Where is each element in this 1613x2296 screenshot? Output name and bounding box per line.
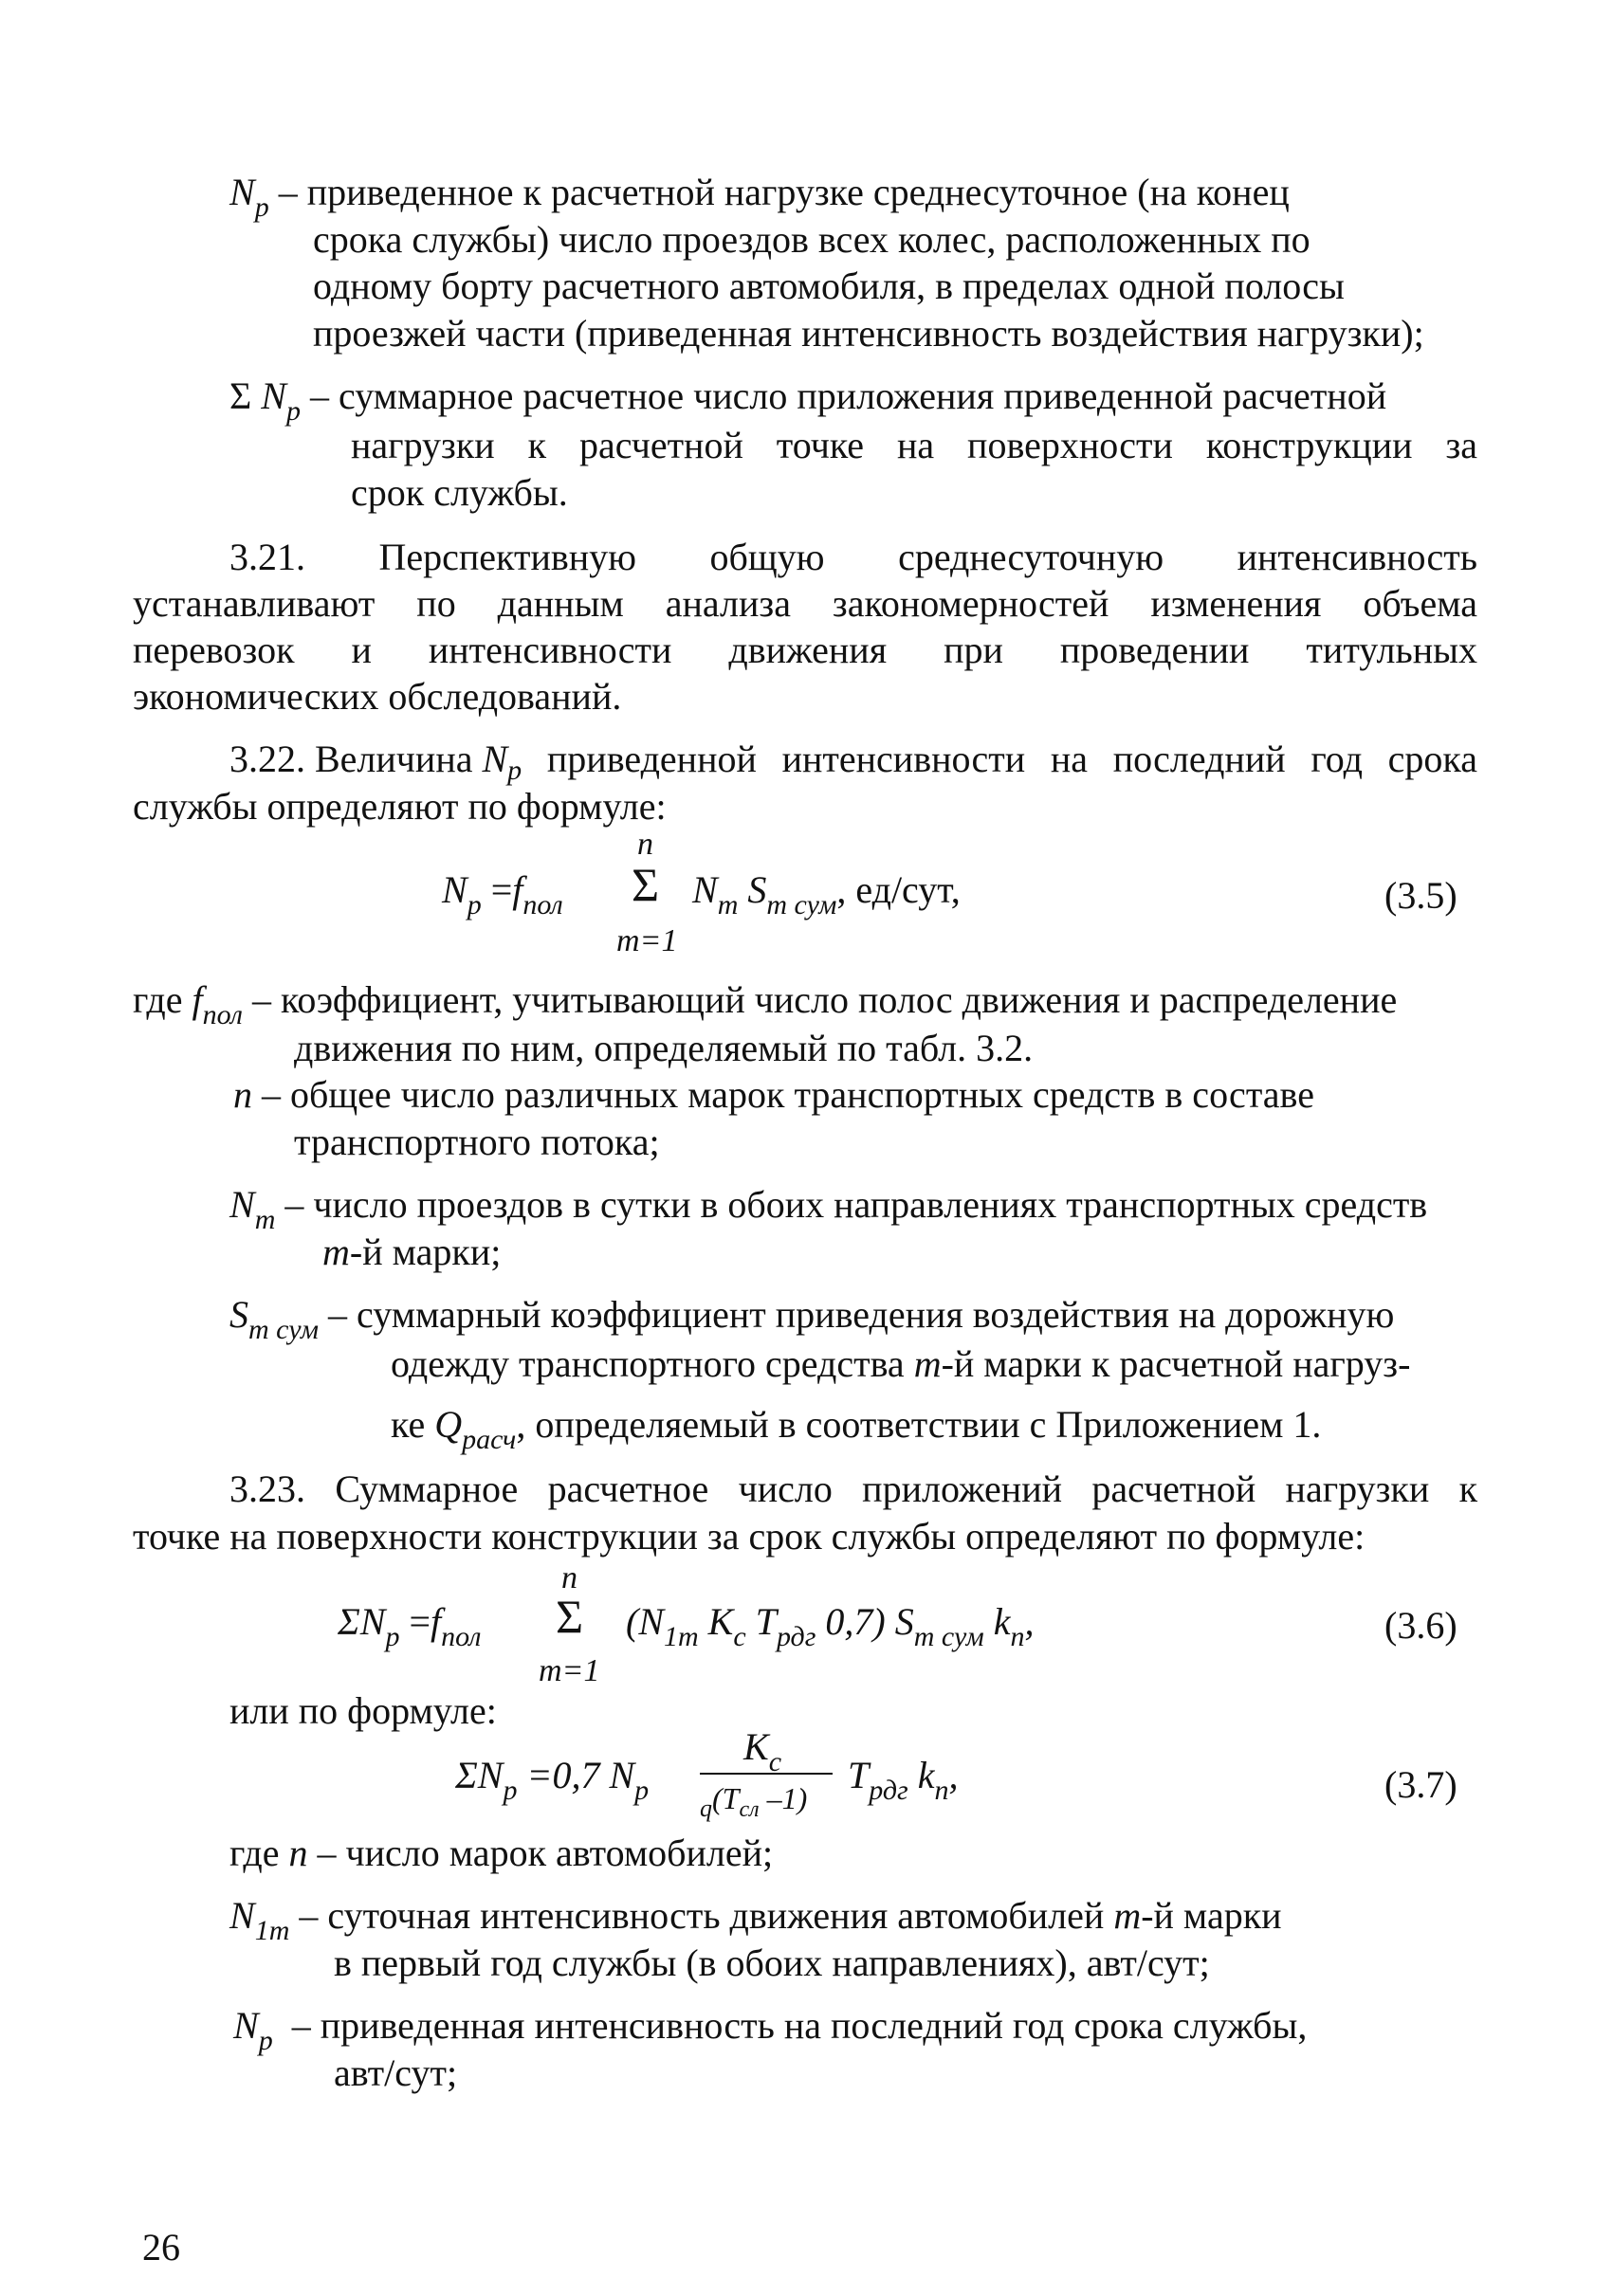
- subscript: m сум: [248, 1314, 319, 1345]
- def-n-line1: [233, 1071, 1314, 1119]
- def-sum-np-line2: нагрузки к расчетной точке на поверхности конструкции за: [351, 424, 1477, 466]
- units: , ед/сут,: [836, 868, 961, 911]
- def-np-line3: одному борту расчетного автомобиля, в пределах одной полосы: [313, 264, 1345, 307]
- subscript: пол: [522, 889, 563, 920]
- def-text: – приведенная интенсивность на последний год срока службы,: [272, 2004, 1308, 2047]
- def-text: -й марки к расчетной нагруз-: [941, 1342, 1411, 1385]
- formula-35-lower: m=1: [616, 923, 678, 958]
- def-smsum-line1: [229, 1291, 1395, 1345]
- text: приведенной интенсивности на последний год срока: [522, 738, 1477, 780]
- np-symbol: N: [233, 2004, 259, 2047]
- def-nm-line1: [229, 1181, 1428, 1235]
- f-symbol: f: [192, 978, 203, 1021]
- def-np-line1: [229, 169, 1290, 223]
- term: (N: [626, 1600, 664, 1643]
- def-text: – приведенное к расчетной нагрузке среднесуточное (на конец: [268, 171, 1290, 213]
- def-fpol-line1: [133, 976, 1397, 1028]
- q-symbol: q: [700, 1795, 712, 1822]
- formula-36-number: (3.6): [1384, 1604, 1457, 1647]
- para-322-line2: службы определяют по формуле:: [133, 785, 667, 828]
- def-sum-np-line3: срок службы.: [351, 471, 568, 514]
- s-symbol: S: [747, 868, 767, 911]
- def-np-line4: проезжей части (приведенная интенсивность воздействия нагрузки);: [313, 312, 1424, 355]
- page-number: 26: [142, 2226, 180, 2269]
- sigma-symbol: Σ: [229, 374, 252, 417]
- para-321-line4: экономических обследований.: [133, 675, 622, 718]
- subscript: c: [733, 1621, 746, 1652]
- term: –1): [759, 1781, 808, 1815]
- def37-n1m-line2: в первый год службы (в обоих направлениях), авт/сут;: [334, 1941, 1210, 1984]
- formula-36-body: [626, 1598, 1035, 1652]
- equals: =: [399, 1600, 431, 1643]
- subscript: p: [507, 755, 522, 786]
- k-symbol: K: [743, 1725, 769, 1768]
- def-text: -й марки: [1141, 1894, 1282, 1937]
- formula-36-upper: n: [561, 1560, 577, 1595]
- m-symbol: m: [1113, 1894, 1142, 1937]
- f-symbol: f: [512, 868, 523, 911]
- q-symbol: Q: [434, 1403, 463, 1446]
- f-symbol: f: [431, 1600, 442, 1643]
- symbol-np: N: [229, 171, 255, 213]
- symbol-np: N: [482, 738, 508, 780]
- subscript: рдг: [869, 1775, 908, 1806]
- subscript: n: [1010, 1621, 1025, 1652]
- def-text: одежду транспортного средства: [391, 1342, 914, 1385]
- para-321-line3: перевозок и интенсивности движения при проведении титульных: [133, 629, 1477, 671]
- para-321-line1: 3.21. Перспективную общую среднесуточную интенсивность: [229, 536, 1477, 578]
- formula-35-number: (3.5): [1384, 874, 1457, 917]
- subscript: p: [634, 1775, 650, 1806]
- subscript: p: [258, 2025, 273, 2056]
- def-smsum-line2: [391, 1340, 1410, 1388]
- subscript: p: [385, 1621, 400, 1652]
- def-smsum-line3: [391, 1401, 1322, 1455]
- subscript: p: [254, 191, 269, 223]
- n1m-symbol: N: [229, 1894, 255, 1937]
- subscript: рдг: [776, 1621, 816, 1652]
- subscript: 1m: [254, 1915, 290, 1946]
- term: k: [983, 1600, 1011, 1643]
- formula-35: [442, 866, 563, 918]
- subscript: m: [717, 889, 739, 920]
- equals: =: [481, 868, 513, 911]
- subscript: расч: [462, 1424, 517, 1455]
- def-nm-line2: [322, 1229, 501, 1276]
- formula-36-lower: m=1: [539, 1653, 600, 1688]
- n-symbol: n: [233, 1073, 252, 1116]
- term: ,: [948, 1754, 959, 1796]
- def-np-line2: срока службы) число проездов всех колес, расположенных по: [313, 218, 1311, 261]
- def-n-line2: транспортного потока;: [294, 1121, 660, 1163]
- def-text: – число марок автомобилей;: [307, 1831, 774, 1874]
- subscript: m сум: [766, 889, 837, 920]
- formula-36-lhs: [338, 1598, 482, 1652]
- s-symbol: S: [229, 1293, 248, 1336]
- def-sum-np-line1: [229, 373, 1387, 427]
- m-symbol: m: [913, 1342, 942, 1385]
- subscript: 1m: [664, 1621, 699, 1652]
- nm-symbol: N: [229, 1183, 255, 1226]
- subscript: p: [285, 395, 301, 427]
- lhs-symbol: ΣN: [338, 1600, 386, 1643]
- term: ,: [1024, 1600, 1035, 1643]
- subscript: сл: [739, 1797, 760, 1822]
- formula-37-tail: [848, 1752, 959, 1806]
- def-text: ке: [391, 1403, 435, 1446]
- fraction-numerator: [743, 1723, 781, 1775]
- equals: =0,7 N: [517, 1754, 635, 1796]
- subscript: пол: [202, 999, 243, 1030]
- subscript: c: [768, 1746, 782, 1777]
- or-formula: или по формуле:: [229, 1689, 497, 1732]
- subscript: p: [503, 1775, 518, 1806]
- lhs-symbol: N: [442, 868, 467, 911]
- def-text: – суточная интенсивность движения автомобилей: [289, 1894, 1114, 1937]
- def-text: -й марки;: [349, 1230, 502, 1273]
- prefix: где: [133, 978, 192, 1021]
- nm-symbol: N: [692, 868, 718, 911]
- text: 3.22. Величина: [229, 738, 483, 780]
- kn-symbol: k: [907, 1754, 935, 1796]
- term: (T: [712, 1781, 740, 1815]
- n-symbol: n: [288, 1831, 308, 1874]
- def-fpol-line2: движения по ним, определяемый по табл. 3.2.: [294, 1027, 1034, 1069]
- sigma-symbol: Σ: [556, 1590, 584, 1643]
- formula-35-body: [692, 866, 961, 918]
- def-text: – суммарный коэффициент приведения воздействия на дорожную: [319, 1293, 1395, 1336]
- def-text: – суммарное расчетное число приложения приведенной расчетной: [300, 374, 1387, 417]
- def37-n: [229, 1830, 773, 1877]
- def37-np-line1: [233, 2002, 1308, 2056]
- symbol-np: N: [261, 374, 286, 417]
- para-323-line1: 3.23. Суммарное расчетное число приложений расчетной нагрузки к: [229, 1467, 1477, 1510]
- formula-37-number: (3.7): [1384, 1763, 1457, 1806]
- formula-35-upper: n: [637, 827, 653, 862]
- subscript: p: [467, 889, 482, 920]
- fraction-denominator: [700, 1775, 807, 1826]
- formula-37-lhs: [455, 1752, 650, 1806]
- sigma-symbol: Σ: [632, 858, 660, 911]
- subscript: m сум: [913, 1621, 984, 1652]
- term: 0,7) S: [816, 1600, 914, 1643]
- subscript: n: [934, 1775, 949, 1806]
- def37-np-line2: авт/сут;: [334, 2051, 458, 2094]
- subscript: пол: [441, 1621, 482, 1652]
- para-323-line2: точке на поверхности конструкции за срок службы определяют по формуле:: [133, 1515, 1366, 1558]
- term: T: [745, 1600, 777, 1643]
- t-symbol: T: [848, 1754, 870, 1796]
- def-text: – коэффициент, учитывающий число полос движения и распределение: [243, 978, 1398, 1021]
- def37-n1m-line1: [229, 1892, 1282, 1946]
- lhs-symbol: ΣN: [455, 1754, 504, 1796]
- def-text: – число проездов в сутки в обоих направлениях транспортных средств: [275, 1183, 1428, 1226]
- def-text: – общее число различных марок транспортных средств в составе: [252, 1073, 1314, 1116]
- para-321-line2: устанавливают по данным анализа закономерностей изменения объема: [133, 582, 1477, 625]
- subscript: m: [254, 1204, 276, 1235]
- m-symbol: m: [322, 1230, 350, 1273]
- def-text: , определяемый в соответствии с Приложением 1.: [516, 1403, 1322, 1446]
- prefix: где: [229, 1831, 289, 1874]
- para-322-line1: [229, 736, 1477, 786]
- term: K: [698, 1600, 734, 1643]
